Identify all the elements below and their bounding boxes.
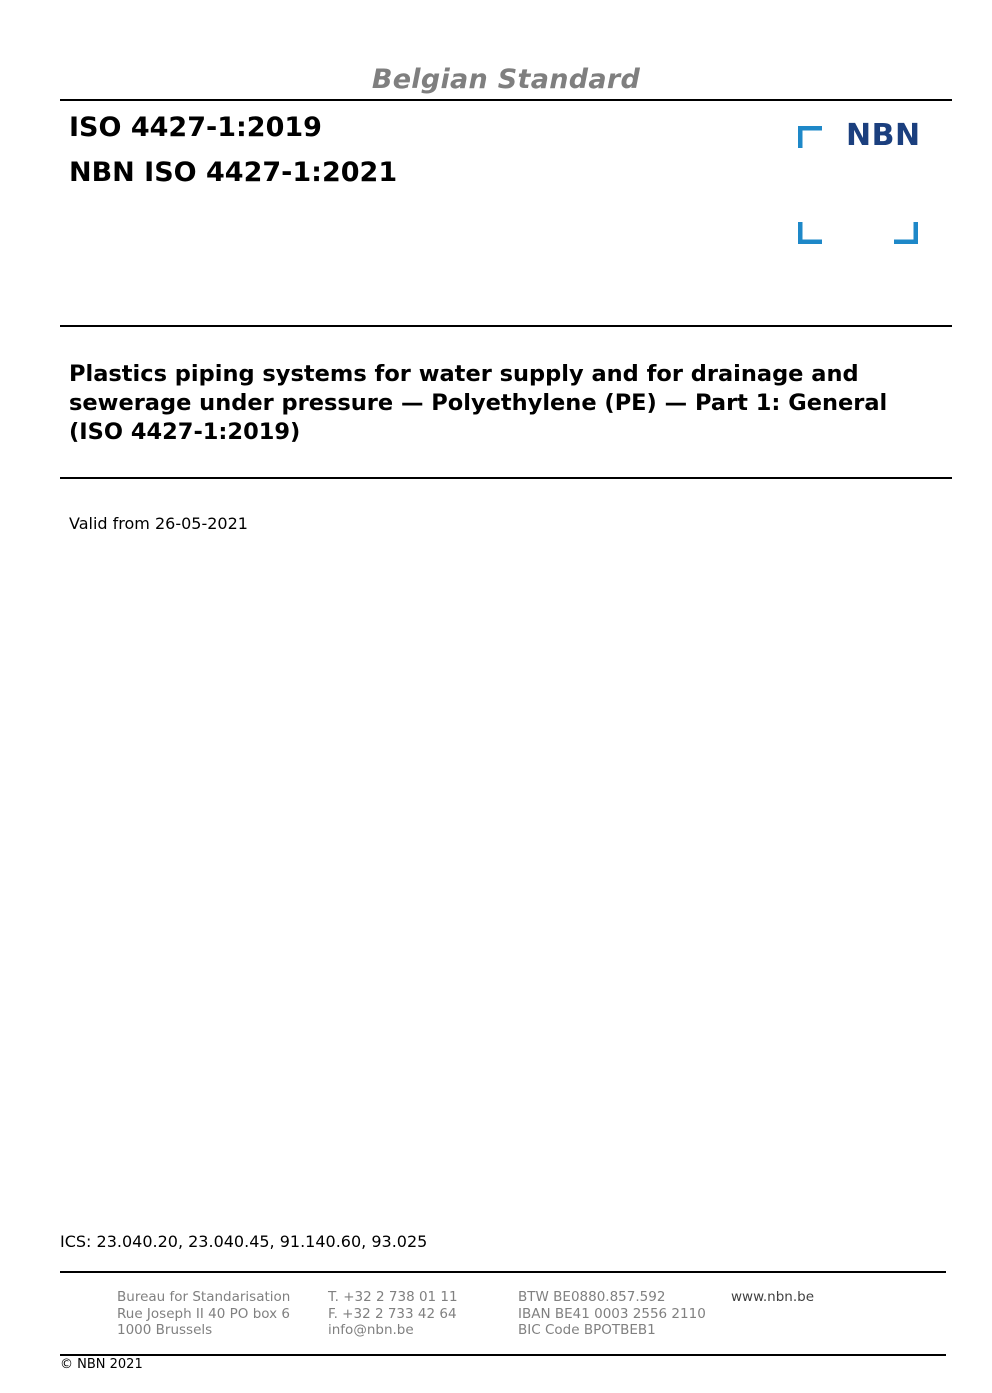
nbn-logo-text: NBN	[846, 118, 921, 153]
footer-address-line: Bureau for Standarisation	[117, 1289, 291, 1305]
nbn-identifier: NBN ISO 4427-1:2021	[69, 157, 398, 188]
copyright-notice: © NBN 2021	[60, 1357, 143, 1372]
footer-phone: T. +32 2 738 01 11	[328, 1289, 458, 1305]
document-type-label: Belgian Standard	[371, 64, 641, 95]
footer-website-link[interactable]: www.nbn.be	[731, 1289, 815, 1305]
title-line: Plastics piping systems for water supply and for drainage and	[69, 361, 859, 387]
title-line: sewerage under pressure — Polyethylene (PE) — Part 1: General	[69, 390, 888, 416]
footer-contact	[328, 1289, 458, 1339]
footer-bank	[518, 1289, 706, 1339]
footer-address-line: Rue Joseph II 40 PO box 6	[117, 1305, 290, 1322]
footer-address-line: 1000 Brussels	[117, 1322, 213, 1338]
footer-fax: F. +32 2 733 42 64	[328, 1305, 457, 1322]
validity-date: Valid from 26-05-2021	[69, 514, 248, 533]
footer-address	[117, 1289, 290, 1339]
header-divider	[60, 99, 952, 101]
ics-codes: ICS: 23.040.20, 23.040.45, 91.140.60, 93.025	[60, 1232, 428, 1251]
title-line: (ISO 4427-1:2019)	[69, 419, 301, 445]
footer-top-divider	[60, 1271, 946, 1273]
footer-vat: BTW BE0880.857.592	[518, 1289, 666, 1305]
iso-identifier: ISO 4427-1:2019	[69, 112, 322, 143]
document-title	[69, 360, 939, 447]
footer-iban: IBAN BE41 0003 2556 2110	[518, 1305, 706, 1322]
identifier-divider	[60, 325, 952, 327]
title-divider	[60, 477, 952, 479]
footer-email-link[interactable]: info@nbn.be	[328, 1322, 414, 1338]
footer-bottom-divider	[60, 1354, 946, 1356]
footer-bic: BIC Code BPOTBEB1	[518, 1322, 656, 1338]
